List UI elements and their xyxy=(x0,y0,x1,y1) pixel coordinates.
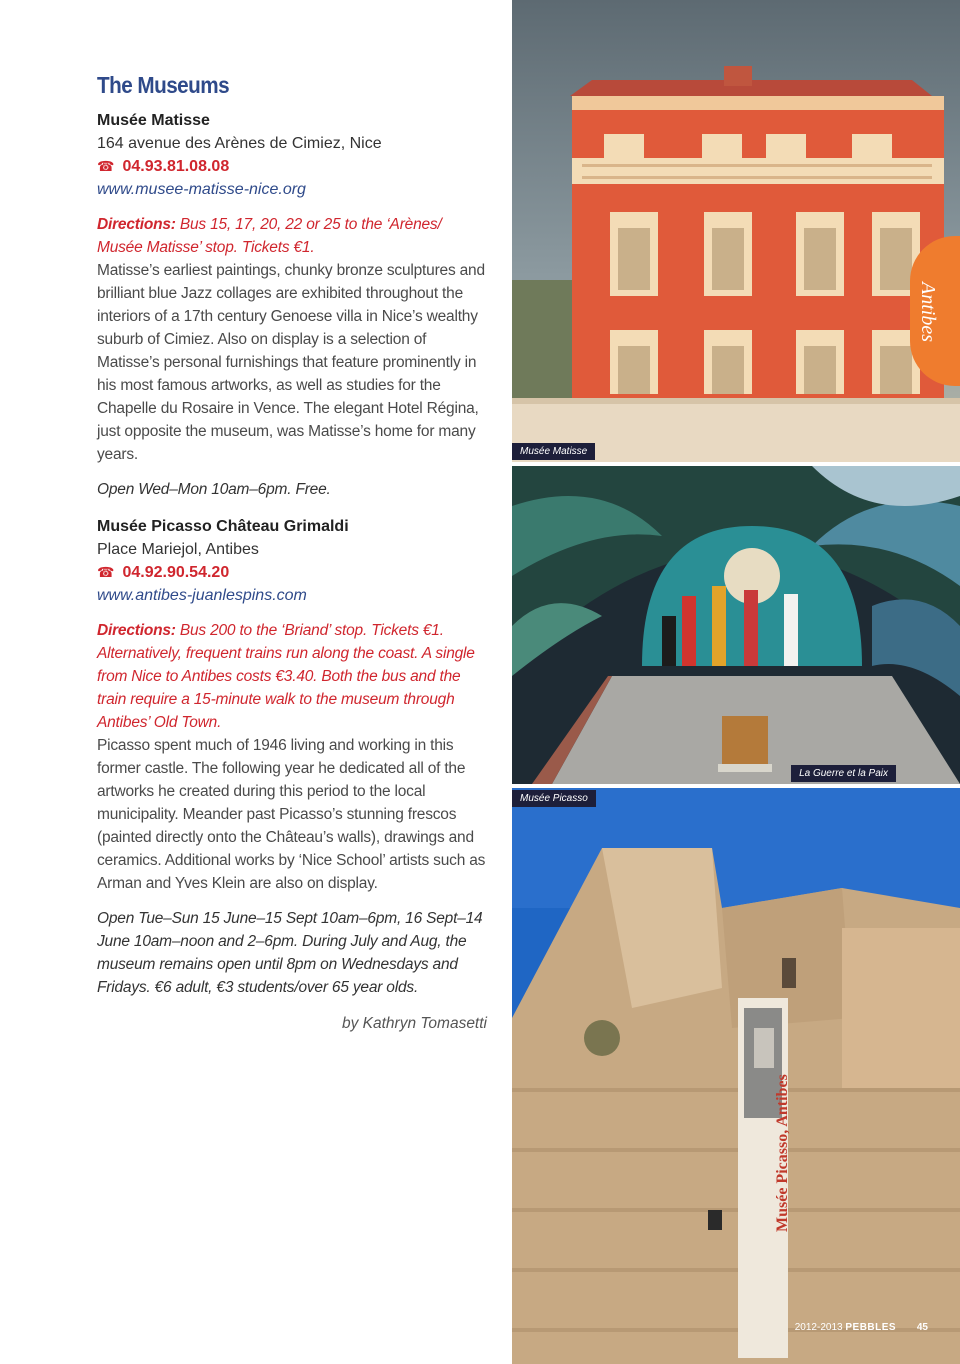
matisse-photo-caption: Musée Matisse xyxy=(512,443,595,460)
picasso-name: Musée Picasso Château Grimaldi xyxy=(97,518,349,535)
picasso-phone-number: 04.92.90.54.20 xyxy=(122,564,230,581)
article-text xyxy=(97,72,487,1033)
author-byline: by Kathryn Tomasetti xyxy=(341,1015,487,1032)
picasso-address: Place Mariejol, Antibes xyxy=(97,541,259,558)
picasso-directions-label: Directions: xyxy=(97,622,176,639)
matisse-address: 164 avenue des Arènes de Cimiez, Nice xyxy=(97,135,382,152)
section-tab xyxy=(910,236,960,386)
mural-photo xyxy=(512,466,960,784)
matisse-directions xyxy=(97,213,487,259)
section-tab-label: Antibes xyxy=(917,282,939,342)
picasso-chateau-image xyxy=(512,788,960,1364)
footer-year: 2012-2013 xyxy=(794,1322,843,1333)
matisse-villa-image xyxy=(512,0,960,462)
page-footer xyxy=(795,1322,928,1333)
matisse-url-link[interactable]: www.musee-matisse-nice.org xyxy=(97,181,306,198)
picasso-directions xyxy=(97,619,487,734)
picasso-photo-caption: Musée Picasso xyxy=(512,790,596,807)
matisse-directions-text: Bus 15, 17, 20, 22 or 25 to the ‘Arènes/ Musée Matisse’ stop. Tickets €1. xyxy=(97,216,442,256)
picasso-url-link[interactable]: www.antibes-juanlespins.com xyxy=(97,587,307,604)
phone-icon: ☎ xyxy=(97,564,115,580)
matisse-photo xyxy=(512,0,960,462)
matisse-directions-label: Directions: xyxy=(97,216,176,233)
matisse-description: Matisse’s earliest paintings, chunky bronze sculptures and brilliant blue Jazz collages are exhibited throughout the interiors of a 17th century Genoese villa in Nice’s wealthy suburb of Cimiez. Also on display is a selection of Matisse’s personal furnishings that feature prominently in his most famous artworks, as well as studies for the Chapelle du Rosaire in Vence. The elegant Hotel Régina, just opposite the museum, was Matisse’s home for many years. xyxy=(97,262,485,463)
picasso-directions-text: Bus 200 to the ‘Briand’ stop. Tickets €1. Alternatively, frequent trains run along the coast. A single from Nice to Antibes costs €3.40. Both the bus and the train require a 15-minute walk to the museum through Antibes’ Old Town. xyxy=(97,622,475,731)
picasso-photo xyxy=(512,788,960,1364)
phone-icon: ☎ xyxy=(97,158,115,174)
mural-image xyxy=(512,466,960,784)
picasso-phone xyxy=(97,561,487,584)
matisse-hours: Open Wed–Mon 10am–6pm. Free. xyxy=(97,481,331,498)
page-number: 45 xyxy=(916,1322,928,1333)
picasso-hours: Open Tue–Sun 15 June–15 Sept 10am–6pm, 16 Sept–14 June 10am–noon and 2–6pm. During July and Aug, the museum remains open until 8pm on Wednesdays and Fridays. €6 adult, €3 students/over 65 year olds. xyxy=(97,910,483,996)
matisse-name: Musée Matisse xyxy=(97,112,210,129)
section-heading: The Museums xyxy=(97,72,230,98)
footer-magazine: PEBBLES xyxy=(845,1322,897,1333)
matisse-phone-number: 04.93.81.08.08 xyxy=(122,158,230,175)
picasso-description: Picasso spent much of 1946 living and working in this former castle. The following year he dedicated all of the artworks he created during this period to the local municipality. Meander past Picasso’s stunning frescos (painted directly onto the Château’s walls), drawings and ceramics. Additional works by ‘Nice School’ artists such as Arman and Yves Klein are also on display. xyxy=(97,737,486,892)
mural-photo-caption: La Guerre et la Paix xyxy=(791,765,896,782)
matisse-phone xyxy=(97,155,487,178)
